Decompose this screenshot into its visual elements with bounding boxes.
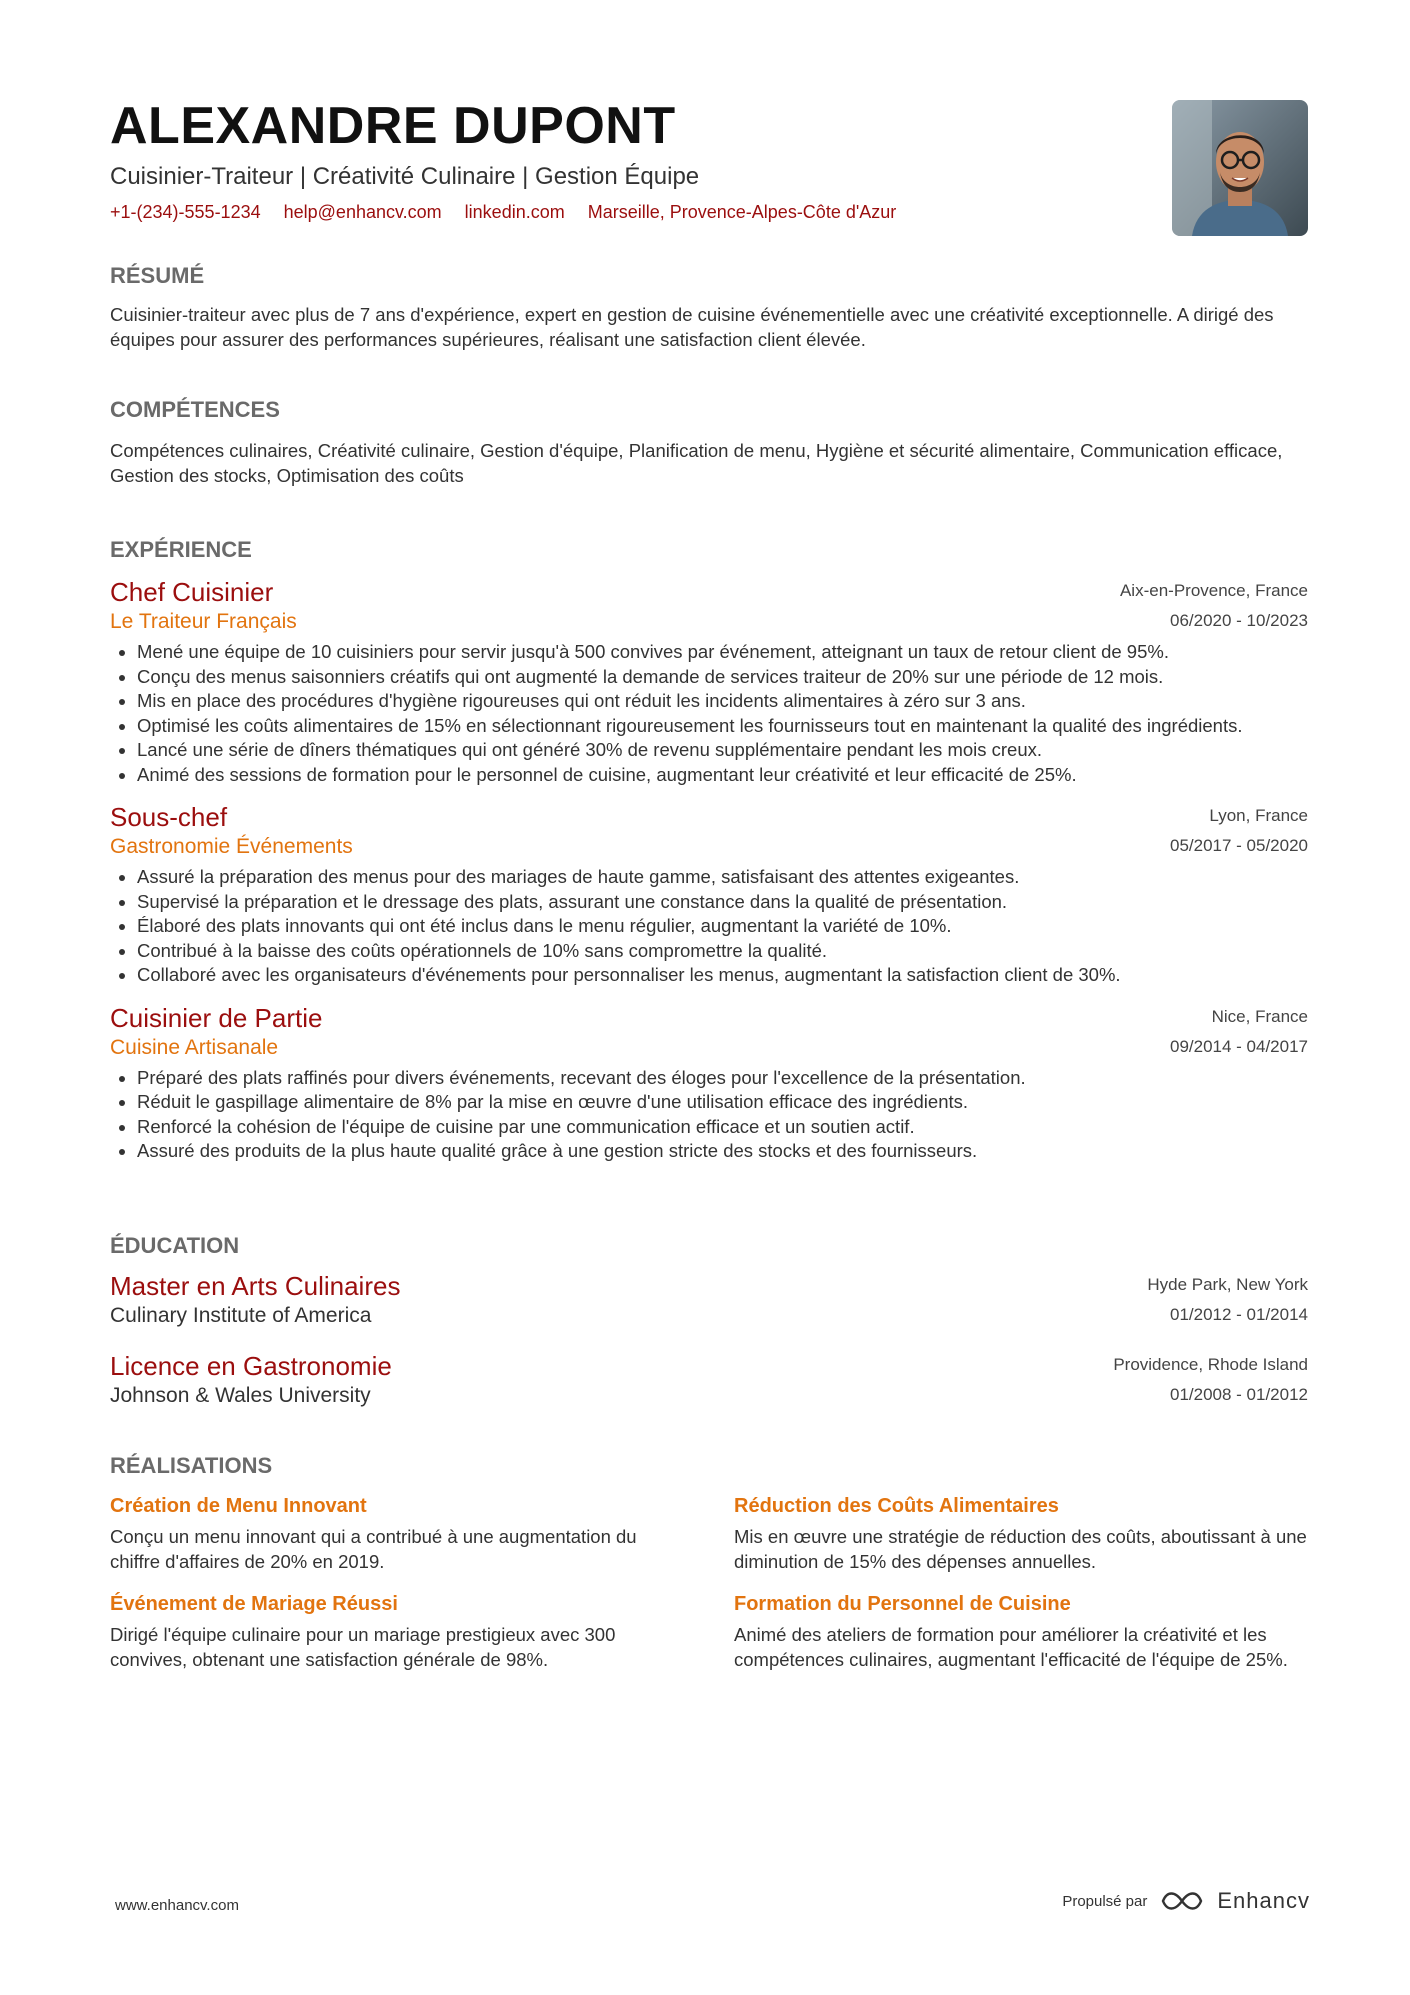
education-entry [110, 1270, 1308, 1330]
job-title: Sous-chef [110, 802, 228, 832]
education-location: Hyde Park, New York [1147, 1275, 1308, 1294]
section-title-experience: EXPÉRIENCE [110, 537, 252, 562]
enhancv-logo-icon [1159, 1888, 1205, 1914]
candidate-name: ALEXANDRE DUPONT [110, 97, 676, 155]
achievement-title: Création de Menu Innovant [110, 1495, 367, 1517]
achievement-title: Formation du Personnel de Cuisine [734, 1593, 1071, 1615]
job-bullets [110, 1066, 1308, 1164]
list-item: • Lancé une série de dîners thématiques qui ont généré 30% de revenu supplémentaire pendant les mois creux. [137, 738, 1308, 763]
achievement-desc: Mis en œuvre une stratégie de réduction des coûts, aboutissant à une diminution de 15% des dépenses annuelles. [734, 1526, 1307, 1572]
skills-text: Compétences culinaires, Créativité culinaire, Gestion d'équipe, Planification de menu, Hygiène et sécurité alimentaire, Communication efficace, Gestion des stocks, Optimisation des coûts [110, 440, 1283, 486]
achievement-desc: Animé des ateliers de formation pour améliorer la créativité et les compétences culinaires, augmentant l'efficacité de l'équipe de 25%. [734, 1624, 1288, 1670]
contact-line [110, 200, 1308, 224]
education-dates: 01/2012 - 01/2014 [1169, 1305, 1308, 1324]
job-bullets [110, 865, 1308, 988]
achievement-desc: Conçu un menu innovant qui a contribué à une augmentation du chiffre d'affaires de 20% en 2019. [110, 1526, 637, 1572]
list-item: • Préparé des plats raffinés pour divers événements, recevant des éloges pour l'excellence de la présentation. [137, 1066, 1308, 1091]
job-dates: 05/2017 - 05/2020 [1169, 836, 1308, 855]
job-location: Lyon, France [1209, 806, 1308, 825]
experience-section [110, 536, 1308, 1164]
profile-photo-image [1172, 100, 1308, 236]
footer-branding [1062, 1888, 1310, 1914]
job-dates: 09/2014 - 04/2017 [1169, 1036, 1308, 1056]
email-link[interactable]: help@enhancv.com [283, 202, 442, 222]
list-item: • Mené une équipe de 10 cuisiniers pour servir jusqu'à 500 convives par événement, atteignant un taux de retour client de 95%. [137, 640, 1308, 665]
education-meta [1147, 1270, 1308, 1330]
linkedin-link[interactable]: linkedin.com [464, 202, 565, 222]
job-location: Nice, France [1211, 1006, 1308, 1026]
achievements-section [110, 1452, 1308, 1672]
job-title: Chef Cuisinier [110, 577, 274, 607]
job-bullets [110, 640, 1308, 787]
education-dates: 01/2008 - 01/2012 [1169, 1385, 1308, 1404]
achievements-grid [110, 1492, 1308, 1672]
list-item: • Supervisé la préparation et le dressage des plats, assurant une constance dans la qualité de présentation. [137, 890, 1308, 915]
education-entry [110, 1350, 1308, 1410]
section-title-achievements: RÉALISATIONS [110, 1453, 273, 1478]
list-item: • Conçu des menus saisonniers créatifs qui ont augmenté la demande de services traiteur de 20% sur une période de 12 mois. [137, 665, 1308, 690]
list-item: • Optimisé les coûts alimentaires de 15% en sélectionnant rigoureusement les fournisseurs tout en maintenant la qualité des ingrédients. [137, 714, 1308, 739]
list-item: • Renforcé la cohésion de l'équipe de cuisine par une communication efficace et un soutien actif. [137, 1115, 1308, 1140]
resume-page [110, 96, 1308, 1670]
achievement-title: Événement de Mariage Réussi [110, 1593, 398, 1615]
section-title-skills: COMPÉTENCES [110, 397, 280, 422]
section-title-education: ÉDUCATION [110, 1233, 240, 1258]
achievement-item [734, 1590, 1308, 1672]
profile-photo [1172, 100, 1308, 236]
degree-title: Master en Arts Culinaires [110, 1271, 401, 1301]
summary-section [110, 262, 1308, 352]
achievement-item [110, 1590, 684, 1672]
school-name: Culinary Institute of America [110, 1304, 372, 1327]
brand-name[interactable]: Enhancv [1217, 1888, 1310, 1913]
job-entry [110, 801, 1308, 988]
powered-by-label: Propulsé par [1062, 1892, 1148, 1910]
list-item: • Assuré la préparation des menus pour des mariages de haute gamme, satisfaisant des attentes exigeantes. [137, 865, 1308, 890]
summary-text: Cuisinier-traiteur avec plus de 7 ans d'expérience, expert en gestion de cuisine événementielle avec une créativité exceptionnelle. A dirigé des équipes pour assurer des performances supérieures, réalisant une satisfaction client élevée. [110, 304, 1274, 350]
degree-title: Licence en Gastronomie [110, 1351, 392, 1381]
list-item: • Mis en place des procédures d'hygiène rigoureuses qui ont réduit les incidents alimentaires à zéro sur 3 ans. [137, 689, 1308, 714]
job-meta [1170, 1002, 1308, 1062]
achievement-desc: Dirigé l'équipe culinaire pour un mariage prestigieux avec 300 convives, obtenant une satisfaction générale de 98%. [110, 1624, 616, 1670]
location-text: Marseille, Provence-Alpes-Côte d'Azur [587, 202, 897, 222]
job-location: Aix-en-Provence, France [1119, 581, 1308, 600]
school-name: Johnson & Wales University [110, 1384, 371, 1407]
achievement-title: Réduction des Coûts Alimentaires [734, 1495, 1059, 1517]
job-company: Le Traiteur Français [110, 610, 297, 633]
header [110, 96, 1308, 236]
phone-link[interactable]: +1-(234)-555-1234 [110, 202, 261, 222]
job-entry [110, 1002, 1308, 1164]
education-meta [1113, 1350, 1308, 1410]
job-entry [110, 576, 1308, 787]
job-meta [1170, 801, 1308, 861]
list-item: • Contribué à la baisse des coûts opérationnels de 10% sans compromettre la qualité. [137, 939, 1308, 964]
footer-website[interactable]: www.enhancv.com [115, 1897, 239, 1914]
section-title-summary: RÉSUMÉ [110, 263, 205, 288]
achievement-item [110, 1492, 684, 1574]
job-company: Cuisine Artisanale [110, 1035, 279, 1059]
achievement-item [734, 1492, 1308, 1574]
list-item: • Collaboré avec les organisateurs d'événements pour personnaliser les menus, augmentant la satisfaction client de 30%. [137, 963, 1308, 988]
job-company: Gastronomie Événements [110, 835, 353, 858]
job-title: Cuisinier de Partie [110, 1002, 323, 1033]
list-item: • Réduit le gaspillage alimentaire de 8% par la mise en œuvre d'une utilisation efficace des ingrédients. [137, 1090, 1308, 1115]
job-dates: 06/2020 - 10/2023 [1169, 611, 1308, 630]
education-section [110, 1232, 1308, 1410]
skills-section [110, 396, 1308, 488]
list-item: • Élaboré des plats innovants qui ont été inclus dans le menu régulier, augmentant la variété de 10%. [137, 914, 1308, 939]
list-item: • Animé des sessions de formation pour le personnel de cuisine, augmentant leur créativité et leur efficacité de 25%. [137, 763, 1308, 788]
education-location: Providence, Rhode Island [1113, 1355, 1308, 1374]
job-meta [1120, 576, 1308, 636]
tagline: Cuisinier-Traiteur | Créativité Culinaire | Gestion Équipe [110, 163, 700, 190]
list-item: • Assuré des produits de la plus haute qualité grâce à une gestion stricte des stocks et des fournisseurs. [137, 1139, 1308, 1164]
